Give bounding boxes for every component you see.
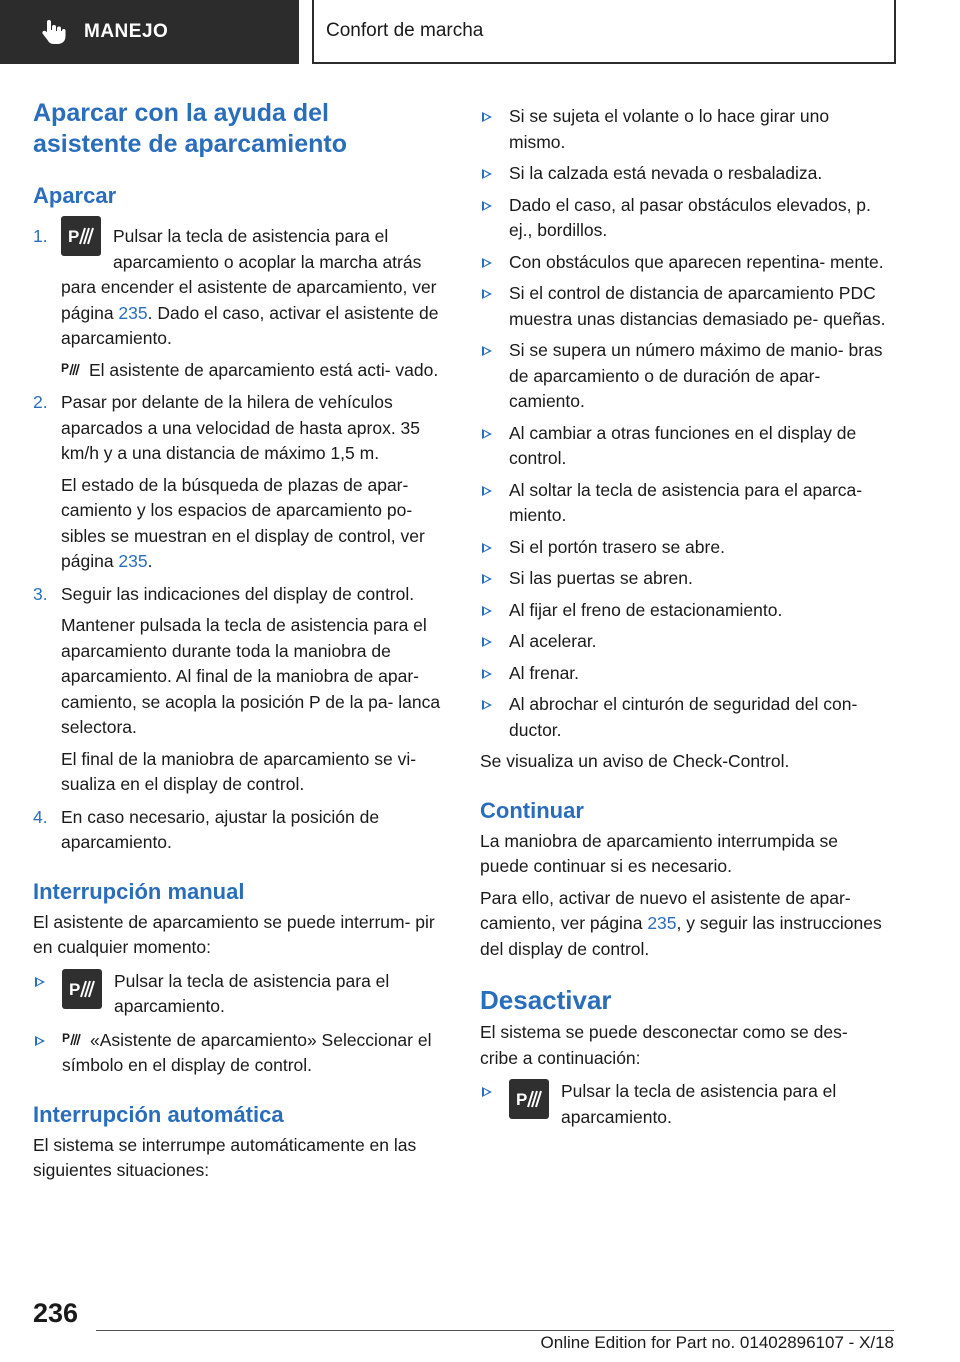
chapter-label: Confort de marcha: [326, 20, 484, 41]
manual-item-2: P «Asistente de aparcamiento» Seleccionar el símbolo en el display de control.: [33, 1028, 448, 1079]
step-1: [33, 224, 448, 383]
parking-assist-symbol-icon: [62, 1028, 82, 1048]
bullet-triangle-icon: [482, 258, 492, 268]
desactivar-p1: El sistema se puede desconectar como se des‐ cribe a continuación:: [480, 1022, 848, 1068]
situation-text: Al fijar el freno de estacionamiento.: [509, 599, 783, 620]
page-link-235[interactable]: 235: [647, 913, 677, 933]
step-2: [33, 390, 448, 575]
step-4: [33, 805, 448, 856]
header-section-tab: [0, 0, 299, 64]
check-control-text: Se visualiza un aviso de Check-Control.: [480, 751, 790, 771]
situation-item: [480, 250, 890, 276]
step-4-number: 4.: [33, 806, 48, 827]
bullet-triangle-icon: [482, 637, 492, 647]
situation-item: [480, 692, 890, 743]
page-link-235[interactable]: 235: [118, 302, 148, 323]
step-4-text: En caso necesario, ajustar la posición de aparcamiento.: [61, 806, 380, 852]
svg-text:P: P: [62, 1030, 71, 1045]
desactivar-item-1: P Pulsar la tecla de asistencia para el aparcamiento.: [480, 1079, 890, 1130]
situation-text: Si el portón trasero se abre.: [509, 536, 725, 557]
page-number: 236: [33, 1298, 79, 1328]
situation-text: Si las puertas se abren.: [509, 568, 693, 588]
step-2-text: Pasar por delante de la hilera de vehículos aparcados a una velocidad de hasta aprox. 35 km/h y a una distancia de máximo 1,5 m.: [61, 392, 421, 463]
step-3-number: 3.: [33, 583, 48, 604]
svg-text:P: P: [61, 360, 70, 375]
bullet-triangle-icon: [482, 1087, 492, 1097]
situation-text: Con obstáculos que aparecen repentina‐ mente.: [509, 251, 884, 272]
bullet-triangle-icon: [482, 346, 492, 356]
situation-text: Si el control de distancia de aparcamiento PDC muestra unas distancias demasiado pe‐ queñas.: [509, 283, 886, 329]
parking-assist-key-icon: [61, 216, 101, 256]
heading-interrupcion-automatica: Interrupción automática: [33, 1101, 284, 1127]
continuar-p2: Para ello, activar de nuevo el asistente de apar‐ camiento, ver página 235, y seguir las instrucciones del display de control.: [480, 887, 882, 959]
situation-text: Al frenar.: [509, 662, 580, 683]
situation-item: [480, 281, 890, 332]
bullet-triangle-icon: [482, 169, 492, 179]
right-column: [480, 104, 890, 1130]
situation-text: Al soltar la tecla de asistencia para el aparca‐ miento.: [509, 479, 863, 525]
situation-text: Al cambiar a otras funciones en el display de control.: [509, 422, 857, 468]
section-label: MANEJO: [84, 21, 169, 42]
bullet-triangle-icon: [482, 606, 492, 616]
bullet-triangle-icon: [482, 669, 492, 679]
step-2-number: 2.: [33, 392, 48, 412]
parking-assist-key-icon: [62, 969, 102, 1009]
heading-continuar: Continuar: [480, 797, 584, 823]
situation-item: [480, 104, 890, 155]
situation-item: [480, 535, 890, 561]
bullet-triangle-icon: [482, 429, 492, 439]
situation-item: [480, 566, 890, 592]
bullet-triangle-icon: [482, 700, 492, 710]
footer-edition: Online Edition for Part no. 01402896107 - X/18: [540, 1333, 894, 1352]
parking-assist-key-icon: [509, 1079, 549, 1119]
bullet-triangle-icon: [35, 977, 45, 987]
situation-item: [480, 161, 890, 187]
step-1-text: P Pulsar la tecla de asistencia para el aparcamiento o acoplar la marcha atrás para encender el asistente de aparcamiento, ver página 235. Dado el caso, activar el asistente de aparcamiento.: [61, 224, 448, 352]
step-2-note: El estado de la búsqueda de plazas de apar‐ camiento y los espacios de aparcamiento po‐ sibles se muestran en el display de control, ver página 235.: [61, 474, 425, 571]
svg-text:P: P: [69, 979, 81, 999]
header-chapter-tab: [312, 0, 896, 64]
situation-item: [480, 193, 890, 244]
situation-item: [480, 421, 890, 472]
bullet-triangle-icon: [482, 486, 492, 496]
bullet-triangle-icon: [482, 543, 492, 553]
bullet-triangle-icon: [482, 574, 492, 584]
continuar-p1: La maniobra de aparcamiento interrumpida se puede continuar si es necesario.: [480, 830, 838, 876]
hand-icon: [38, 17, 68, 47]
situation-item: [480, 629, 890, 655]
svg-text:P: P: [68, 227, 80, 246]
situation-text: Al abrochar el cinturón de seguridad del con‐ ductor.: [509, 694, 858, 740]
step-1-number: 1.: [33, 226, 48, 246]
step-3: [33, 582, 448, 798]
auto-intro: El sistema se interrumpe automáticamente en las siguientes situaciones:: [33, 1134, 417, 1180]
step-3-text: Seguir las indicaciones del display de control.: [61, 583, 415, 604]
manual-intro: El asistente de aparcamiento se puede interrum‐ pir en cualquier momento:: [33, 911, 435, 957]
situation-text: Si la calzada está nevada o resbaladiza.: [509, 163, 823, 183]
heading-desactivar: Desactivar: [480, 985, 612, 1015]
situation-item: [480, 661, 890, 687]
situation-item: [480, 598, 890, 624]
situations-list: [480, 104, 890, 743]
svg-text:P: P: [516, 1090, 528, 1109]
situation-text: Si se sujeta el volante o lo hace girar uno mismo.: [509, 106, 830, 152]
situation-text: Si se supera un número máximo de manio‐ bras de aparcamiento o de duración de apar‐ camiento.: [509, 340, 883, 411]
situation-item: [480, 338, 890, 415]
bullet-triangle-icon: [482, 201, 492, 211]
heading-interrupcion-manual: Interrupción manual: [33, 878, 245, 904]
page-title: Aparcar con la ayuda del asistente de aparcamiento: [33, 99, 348, 158]
step-1-note: P El asistente de aparcamiento está acti‐ vado.: [61, 359, 439, 380]
heading-aparcar: Aparcar: [33, 183, 117, 208]
parking-assist-symbol-icon: [61, 358, 81, 378]
situation-item: [480, 478, 890, 529]
situation-text: Dado el caso, al pasar obstáculos elevados, p. ej., bordillos.: [509, 194, 871, 240]
bullet-triangle-icon: [482, 289, 492, 299]
manual-item-1: P Pulsar la tecla de asistencia para el aparcamiento.: [33, 969, 448, 1020]
situation-text: Al acelerar.: [509, 631, 597, 651]
footer-divider: [96, 1330, 894, 1331]
step-3-note-1: Mantener pulsada la tecla de asistencia para el aparcamiento durante toda la maniobra de aparcamiento. Al final de la maniobra de apar‐ camiento, se acopla la posición P de la pa‐ lanca selectora.: [61, 615, 441, 737]
left-column: [33, 98, 448, 1184]
step-3-note-2: El final de la maniobra de aparcamiento se vi‐ sualiza en el display de control.: [61, 748, 417, 794]
bullet-triangle-icon: [482, 112, 492, 122]
page-link-235[interactable]: 235: [118, 551, 148, 571]
bullet-triangle-icon: [35, 1036, 45, 1046]
